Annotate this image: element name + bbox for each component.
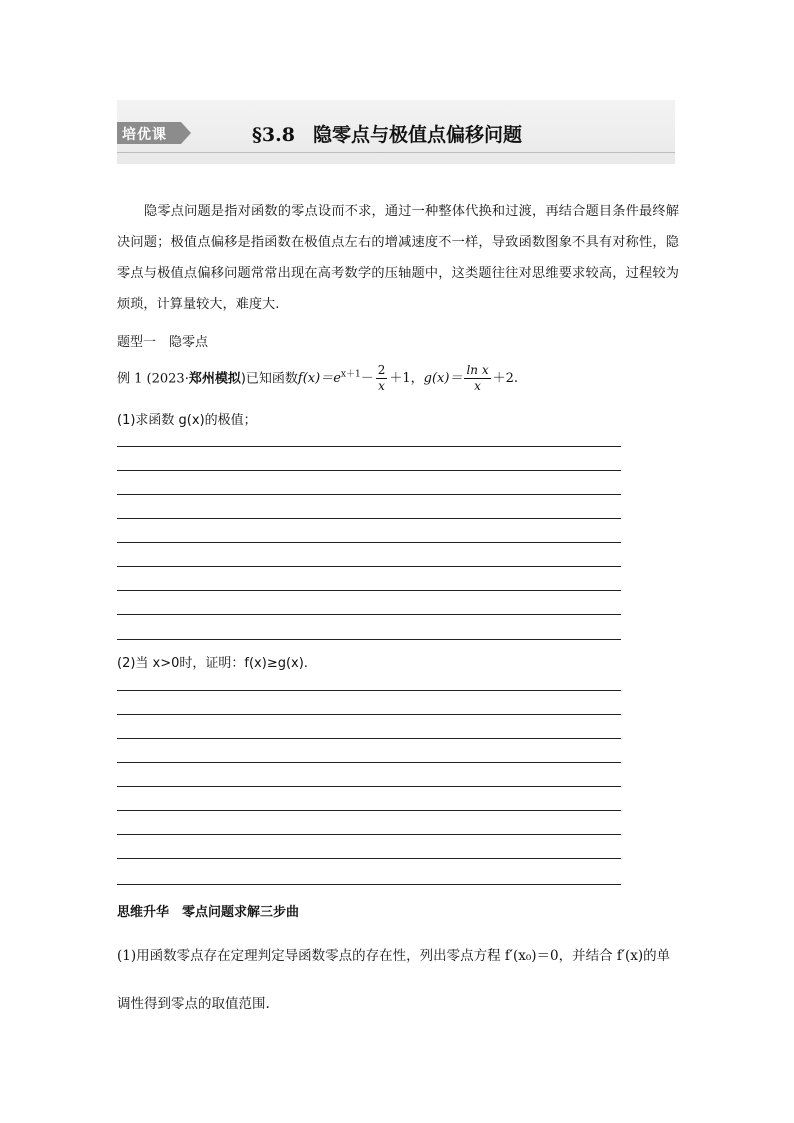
answer-line: [117, 446, 621, 447]
example-intro: )已知函数: [240, 371, 298, 387]
answer-line: [117, 762, 621, 763]
answer-line: [117, 518, 621, 519]
frac2-numerator: ln x: [466, 363, 489, 378]
section-number: §3.8: [252, 124, 295, 146]
frac2-denominator: x: [474, 379, 481, 394]
answer-line: [117, 494, 621, 495]
answer-line: [117, 884, 621, 885]
example-label: 例 1 (2023·: [117, 371, 189, 387]
f-exponent: x＋1: [340, 370, 361, 380]
example-1: [117, 358, 518, 392]
answer-line: [117, 858, 621, 859]
f-minus: －: [360, 371, 374, 387]
answer-line: [117, 614, 621, 615]
f-definition: [297, 363, 519, 394]
section-title: [252, 120, 522, 147]
f-lhs: f(x)＝e: [297, 371, 341, 387]
summary-heading: 思维升华 零点问题求解三步曲: [117, 905, 300, 920]
chapter-header: [117, 100, 675, 164]
section-title-text: 隐零点与极值点偏移问题: [313, 124, 523, 146]
answer-line: [117, 690, 621, 691]
answer-line: [117, 834, 621, 835]
f-tail: ＋1，: [389, 371, 424, 387]
topic-heading: 题型一 隐零点: [117, 335, 209, 350]
question-part-1: (1)求函数 g(x)的极值；: [117, 413, 257, 428]
answer-line: [117, 566, 621, 567]
answer-line: [117, 470, 621, 471]
answer-line: [117, 738, 621, 739]
answer-line: [117, 590, 621, 591]
answer-line: [117, 714, 621, 715]
frac1-numerator: 2: [377, 363, 386, 378]
intro-paragraph: 隐零点问题是指对函数的零点设而不求，通过一种整体代换和过渡，再结合题目条件最终解决问题；极值点偏移是指函数在极值点左右的增减速度不一样，导致函数图象不具有对称性，隐零点与极值点偏移问题常常出现在高考数学的压轴题中，这类题往往对思维要求较高，过程较为烦琐，计算量较大，难度大.: [117, 204, 679, 312]
fraction-2-over-x: [376, 363, 388, 394]
g-tail: ＋2.: [492, 371, 519, 387]
answer-line: [117, 786, 621, 787]
answer-line: [117, 810, 621, 811]
frac1-denominator: x: [378, 379, 385, 394]
badge-label: 培优课: [122, 127, 167, 143]
answer-line: [117, 639, 621, 640]
g-lhs: g(x)＝: [423, 371, 463, 387]
course-badge: [117, 122, 189, 144]
question-part-2: (2)当 x>0时，证明：f(x)≥g(x).: [117, 656, 308, 671]
fraction-lnx-over-x: [464, 363, 490, 394]
summary-text: (1)用函数零点存在定理判定导函数零点的存在性，列出零点方程 f′(x₀)＝0，并结合 f′(x)的单调性得到零点的取值范围.: [117, 948, 671, 1012]
example-source: 郑州模拟: [188, 371, 241, 387]
answer-line: [117, 542, 621, 543]
header-divider: [117, 152, 675, 153]
